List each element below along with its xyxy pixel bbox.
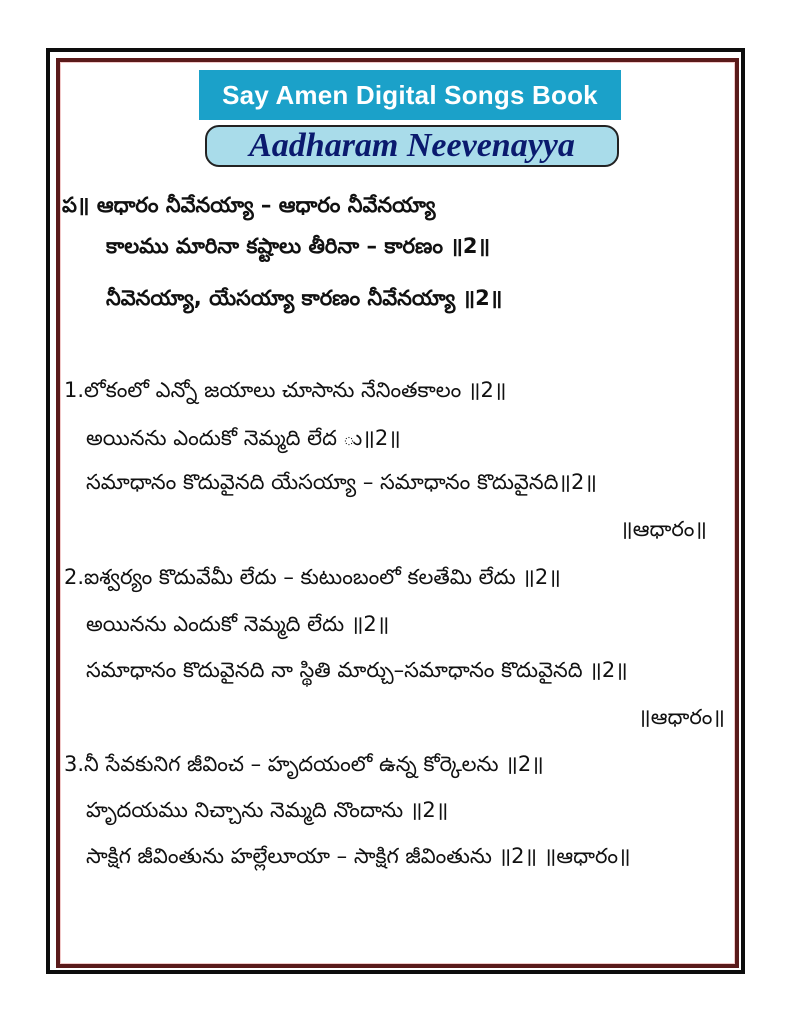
stanza-1-line-3: సమాధానం కొదువైనది యేసయ్యా – సమాధానం కొదువైనది॥2॥	[86, 470, 597, 494]
stanza-3-line-1: 3.నీ సేవకునిగ జీవించ – హృదయంలో ఉన్న కోర్కెలను ॥2॥	[64, 752, 544, 776]
stanza-1-refrain: ॥ఆధారం॥	[620, 517, 707, 541]
pallavi-line-1: ప॥ ఆధారం నీవేనయ్యా – ఆధారం నీవేనయ్యా	[62, 193, 436, 217]
stanza-2-refrain: ॥ఆధారం॥	[638, 705, 725, 729]
stanza-2-line-1: 2.ఐశ్వర్యం కొదువేమీ లేదు – కుటుంబంలో కలతేమి లేదు ॥2॥	[64, 565, 561, 589]
stanza-1-line-1: 1.లోకంలో ఎన్నో జయాలు చూసాను నేనింతకాలం ॥2॥	[64, 378, 507, 402]
stanza-3-line-2: హృదయము నిచ్చాను నెమ్మది నొందాను ॥2॥	[86, 798, 449, 822]
stanza-2-line-3: సమాధానం కొదువైనది నా స్థితి మార్చు–సమాధానం కొదువైనది ॥2॥	[86, 658, 628, 682]
pallavi-line-3: నీవెనయ్యా, యేసయ్యా కారణం నీవేనయ్యా ॥2॥	[106, 286, 503, 310]
stanza-2-line-2: అయినను ఎందుకో నెమ్మది లేదు ॥2॥	[86, 612, 390, 636]
songbook-banner: Say Amen Digital Songs Book	[199, 70, 621, 120]
stanza-1-line-2: అయినను ఎందుకో నెమ్మది లేద ు॥2॥	[86, 426, 401, 450]
pallavi-line-2: కాలము మారినా కష్టాలు తీరినా – కారణం ॥2॥	[106, 234, 491, 258]
song-title: Aadharam Neevenayya	[205, 125, 619, 167]
stanza-3-line-3: సాక్షిగ జీవింతును హల్లేలూయా – సాక్షిగ జీవింతును ॥2॥ ॥ఆధారం॥	[86, 844, 631, 868]
